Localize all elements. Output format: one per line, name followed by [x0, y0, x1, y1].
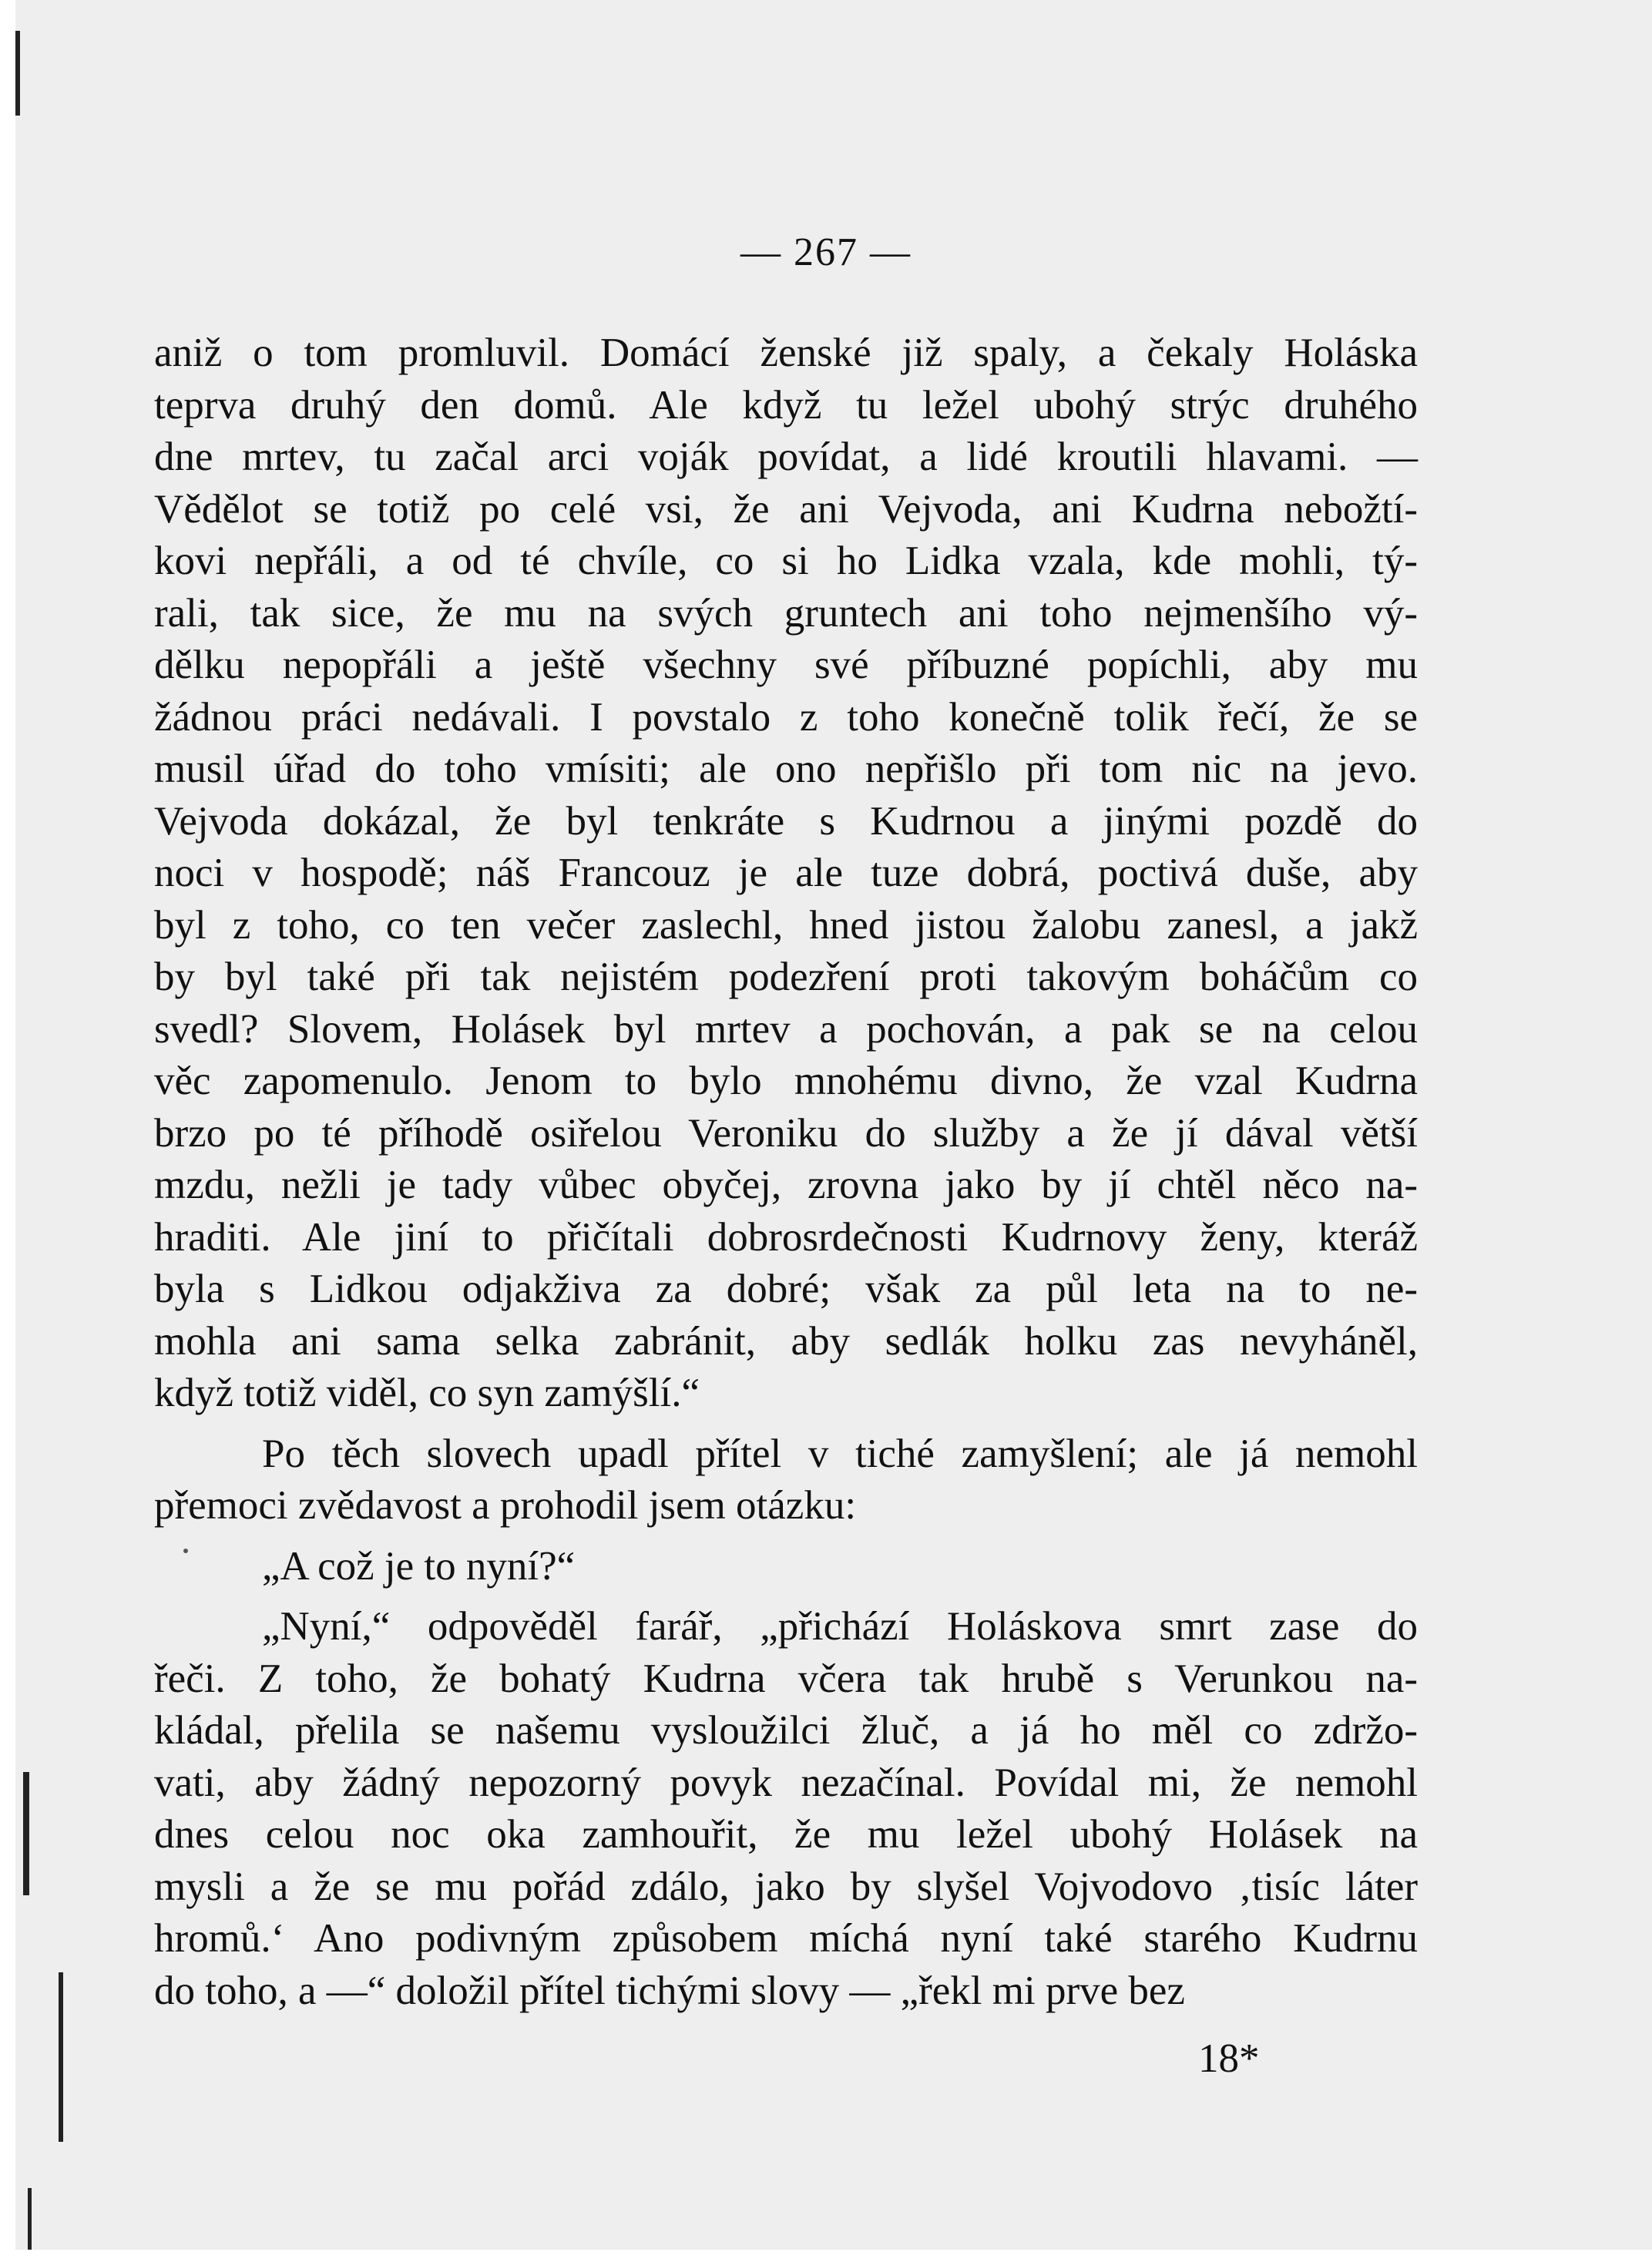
text-line: brzo po té příhodě osiřelou Veroniku do služby a že jí dával větší: [154, 1110, 1418, 1156]
text-line: žádnou práci nedávali. I povstalo z toho konečně tolik řečí, že se: [154, 694, 1418, 740]
paragraph: [154, 1601, 1418, 2017]
scan-edge-mark: [23, 1772, 29, 1895]
paragraph: [154, 327, 1418, 1420]
text-line: Po těch slovech upadl přítel v tiché zamyšlení; ale já nemohl: [262, 1431, 1418, 1476]
text-line: vati, aby žádný nepozorný povyk nezačínal. Povídal mi, že nemohl: [154, 1760, 1418, 1805]
text-line: aniž o tom promluvil. Domácí ženské již spaly, a čekaly Holáska: [154, 331, 1418, 375]
paragraph: [154, 1541, 1418, 1593]
text-line: když totiž viděl, co syn zamýšlí.“: [154, 1371, 700, 1415]
text-line: teprva druhý den domů. Ale když tu ležel ubohý strýc druhého: [154, 382, 1418, 428]
scan-edge-mark: [59, 1972, 63, 2142]
paragraph: [154, 1428, 1418, 1532]
text-line: mysli a že se mu pořád zdálo, jako by slyšel Vojvodovo ‚tisíc láter: [154, 1864, 1418, 1909]
text-line: do toho, a —“ doložil přítel tichými slovy — „řekl mi prve bez: [154, 1968, 1185, 2013]
text-line: řeči. Z toho, že bohatý Kudrna včera tak hrubě s Verunkou na-: [154, 1656, 1418, 1701]
text-line: byla s Lidkou odjakživa za dobré; však za půl leta na to ne-: [154, 1267, 1418, 1311]
text-line: hraditi. Ale jiní to přičítali dobrosrdečnosti Kudrnovy ženy, kteráž: [154, 1214, 1418, 1260]
text-line: kovi nepřáli, a od té chvíle, co si ho Lidka vzala, kde mohli, tý-: [154, 539, 1418, 583]
signature-mark: 18*: [1198, 2036, 1260, 2081]
body-text: [154, 327, 1418, 2017]
text-line: dělku nepopřáli a ještě všechny své příbuzné popíchli, aby mu: [154, 643, 1418, 687]
text-line: dne mrtev, tu začal arci voják povídat, a lidé kroutili hlavami. —: [154, 435, 1418, 479]
text-line: Vědělot se totiž po celé vsi, že ani Vejvoda, ani Kudrna nebožtí-: [154, 486, 1418, 532]
text-line: rali, tak sice, že mu na svých gruntech ani toho nejmenšího vý-: [154, 590, 1418, 636]
text-line: by byl také při tak nejistém podezření proti takovým boháčům co: [154, 955, 1418, 999]
text-line: Vejvoda dokázal, že byl tenkráte s Kudrnou a jinými pozdě do: [154, 798, 1418, 844]
print-speck: [183, 1549, 188, 1553]
text-line: přemoci zvědavost a prohodil jsem otázku:: [154, 1483, 857, 1528]
page-number: — 267 —: [740, 230, 912, 274]
text-line: věc zapomenulo. Jenom to bylo mnohému divno, že vzal Kudrna: [154, 1059, 1418, 1103]
text-line: dnes celou noc oka zamhouřit, že mu ležel ubohý Holásek na: [154, 1812, 1418, 1857]
page-left-margin: [0, 0, 17, 2262]
text-line: mzdu, nežli je tady vůbec obyčej, zrovna jako by jí chtěl něco na-: [154, 1163, 1418, 1207]
text-line: „Nyní,“ odpověděl farář, „přichází Holáskova smrt zase do: [262, 1604, 1418, 1649]
text-line: mohla ani sama selka zabránit, aby sedlák holku zas nevyháněl,: [154, 1318, 1418, 1364]
scan-edge-mark: [15, 31, 20, 116]
page-bottom-margin: [15, 2250, 1652, 2262]
text-line: musil úřad do toho vmísiti; ale ono nepřišlo při tom nic na jevo.: [154, 747, 1418, 791]
text-line: byl z toho, co ten večer zaslechl, hned jistou žalobu zanesl, a jakž: [154, 902, 1418, 948]
text-line: kládal, přelila se našemu vysloužilci žluč, a já ho měl co zdržo-: [154, 1708, 1418, 1753]
text-line: noci v hospodě; náš Francouz je ale tuze dobrá, poctivá duše, aby: [154, 851, 1418, 895]
text-line: svedl? Slovem, Holásek byl mrtev a pochován, a pak se na celou: [154, 1006, 1418, 1052]
text-line: „A což je to nyní?“: [262, 1543, 576, 1589]
text-line: hromů.‘ Ano podivným způsobem míchá nyní také starého Kudrnu: [154, 1916, 1418, 1961]
